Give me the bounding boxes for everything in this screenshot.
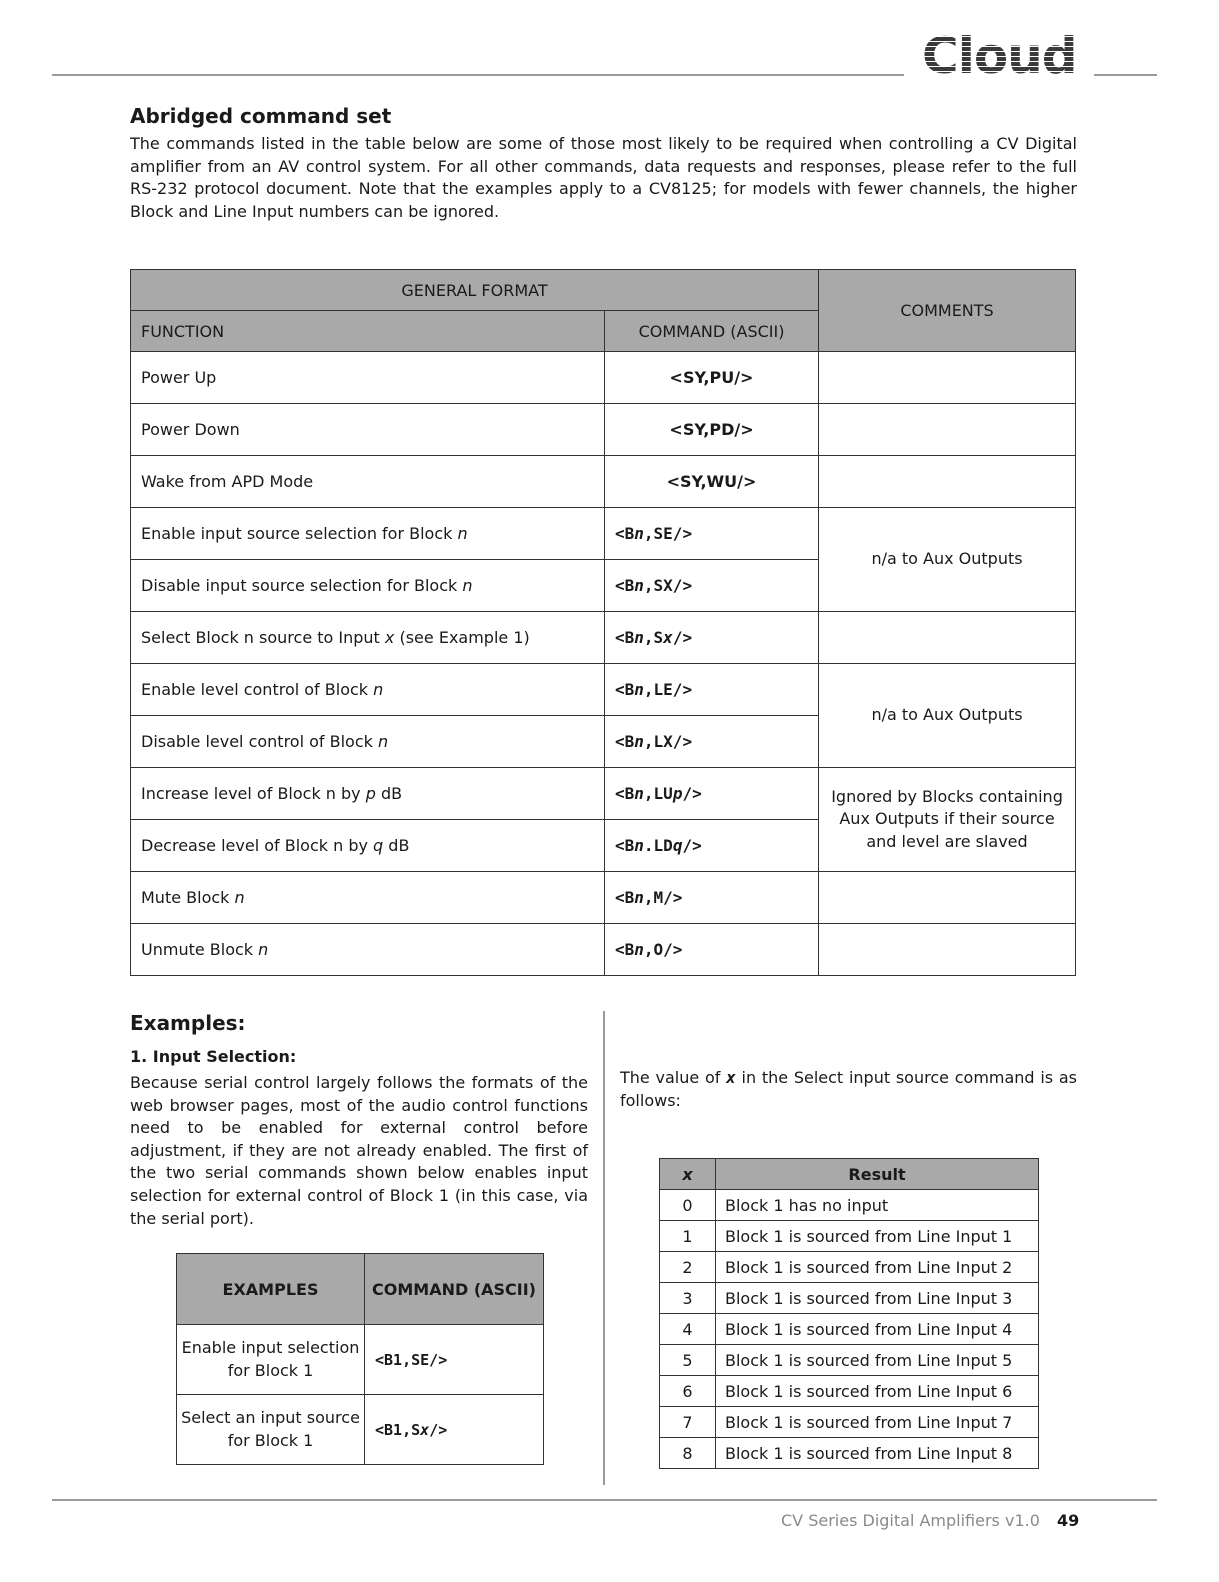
result-cell: Block 1 has no input	[716, 1190, 1039, 1221]
function-cell: Disable input source selection for Block n	[131, 560, 605, 612]
function-header: FUNCTION	[131, 311, 605, 352]
result-header: Result	[716, 1159, 1039, 1190]
command-cell: <SY,WU/>	[605, 456, 819, 508]
x-header: x	[660, 1159, 716, 1190]
comment-cell	[819, 456, 1076, 508]
x-cell: 4	[660, 1314, 716, 1345]
example-1-title: 1. Input Selection:	[130, 1047, 297, 1066]
table-row	[660, 1376, 1039, 1407]
examples-table	[176, 1253, 544, 1465]
command-cell: <SY,PD/>	[605, 404, 819, 456]
command-cell: <Bn,LE/>	[605, 664, 819, 716]
table-row	[131, 508, 1076, 560]
command-cell: <Bn,Sx/>	[605, 612, 819, 664]
table-row	[177, 1395, 544, 1465]
function-cell: Select Block n source to Input x (see Example 1)	[131, 612, 605, 664]
result-cell: Block 1 is sourced from Line Input 1	[716, 1221, 1039, 1252]
function-cell: Enable level control of Block n	[131, 664, 605, 716]
x-cell: 7	[660, 1407, 716, 1438]
table-row	[660, 1407, 1039, 1438]
x-cell: 1	[660, 1221, 716, 1252]
table-row	[660, 1190, 1039, 1221]
header-rule-left	[52, 74, 904, 76]
footer-title: CV Series Digital Amplifiers v1.0	[781, 1511, 1040, 1530]
function-cell: Power Up	[131, 352, 605, 404]
example-function-cell: Enable input selection for Block 1	[177, 1325, 365, 1395]
x-cell: 8	[660, 1438, 716, 1469]
table-row	[131, 768, 1076, 820]
table-row	[131, 404, 1076, 456]
example-command-cell: <B1,Sx/>	[365, 1395, 544, 1465]
examples-command-header: COMMAND (ASCII)	[365, 1254, 544, 1325]
command-cell: <Bn,O/>	[605, 924, 819, 976]
result-cell: Block 1 is sourced from Line Input 4	[716, 1314, 1039, 1345]
table-row	[131, 924, 1076, 976]
function-cell: Power Down	[131, 404, 605, 456]
command-cell: <Bn,LX/>	[605, 716, 819, 768]
x-values-table	[659, 1158, 1039, 1469]
x-cell: 0	[660, 1190, 716, 1221]
comment-cell	[819, 924, 1076, 976]
column-divider	[603, 1011, 605, 1485]
function-cell: Increase level of Block n by p dB	[131, 768, 605, 820]
table-row	[660, 1345, 1039, 1376]
x-cell: 3	[660, 1283, 716, 1314]
function-cell: Enable input source selection for Block n	[131, 508, 605, 560]
function-cell: Decrease level of Block n by q dB	[131, 820, 605, 872]
footer-rule	[52, 1499, 1157, 1501]
function-cell: Unmute Block n	[131, 924, 605, 976]
command-cell: <Bn.LDq/>	[605, 820, 819, 872]
result-cell: Block 1 is sourced from Line Input 7	[716, 1407, 1039, 1438]
comment-cell	[819, 612, 1076, 664]
intro-paragraph: The commands listed in the table below are some of those most likely to be required when controlling a CV Digital amplifier from an AV control system. For all other commands, data requests and responses, please refer to the full RS-232 protocol document. Note that the examples apply to a CV8125; for models with fewer channels, the higher Block and Line Input numbers can be ignored.	[130, 134, 1077, 221]
comment-cell: n/a to Aux Outputs	[819, 508, 1076, 612]
examples-header: EXAMPLES	[177, 1254, 365, 1325]
comments-header: COMMENTS	[819, 270, 1076, 352]
table-row	[660, 1438, 1039, 1469]
function-cell: Mute Block n	[131, 872, 605, 924]
x-cell: 2	[660, 1252, 716, 1283]
command-cell: <Bn,LUp/>	[605, 768, 819, 820]
result-cell: Block 1 is sourced from Line Input 6	[716, 1376, 1039, 1407]
example-function-cell: Select an input source for Block 1	[177, 1395, 365, 1465]
page-number: 49	[1057, 1511, 1080, 1530]
cloud-logo: Cloud	[922, 27, 1077, 85]
general-format-header: GENERAL FORMAT	[131, 270, 819, 311]
result-cell: Block 1 is sourced from Line Input 3	[716, 1283, 1039, 1314]
command-table	[130, 269, 1076, 976]
comment-cell	[819, 352, 1076, 404]
table-row	[660, 1252, 1039, 1283]
table-row	[660, 1283, 1039, 1314]
table-row	[131, 612, 1076, 664]
table-row	[131, 664, 1076, 716]
result-cell: Block 1 is sourced from Line Input 8	[716, 1438, 1039, 1469]
command-header: COMMAND (ASCII)	[605, 311, 819, 352]
command-cell: <Bn,SE/>	[605, 508, 819, 560]
examples-title: Examples:	[130, 1011, 246, 1035]
example-1-paragraph: Because serial control largely follows the formats of the web browser pages, most of the audio control functions need to be enabled for external control before adjustment, if they are not already enabled. The first of the two serial commands shown below enables input selection for external control of Block 1 (in this case, via the serial port).	[130, 1073, 588, 1228]
table-row	[660, 1314, 1039, 1345]
command-cell: <SY,PU/>	[605, 352, 819, 404]
command-cell: <Bn,SX/>	[605, 560, 819, 612]
comment-cell	[819, 872, 1076, 924]
result-cell: Block 1 is sourced from Line Input 2	[716, 1252, 1039, 1283]
x-cell: 5	[660, 1345, 716, 1376]
table-row	[177, 1325, 544, 1395]
section-title: Abridged command set	[130, 104, 392, 128]
command-cell: <Bn,M/>	[605, 872, 819, 924]
header-rule-right	[1094, 74, 1157, 76]
example-command-cell: <B1,SE/>	[365, 1325, 544, 1395]
table-row	[660, 1221, 1039, 1252]
comment-cell	[819, 404, 1076, 456]
x-cell: 6	[660, 1376, 716, 1407]
table-row	[131, 352, 1076, 404]
comment-cell: n/a to Aux Outputs	[819, 664, 1076, 768]
table-row	[131, 872, 1076, 924]
result-cell: Block 1 is sourced from Line Input 5	[716, 1345, 1039, 1376]
function-cell: Disable level control of Block n	[131, 716, 605, 768]
table-row	[131, 456, 1076, 508]
comment-cell: Ignored by Blocks containing Aux Outputs if their source and level are slaved	[819, 768, 1076, 872]
x-value-paragraph: The value of x in the Select input source command is as follows:	[620, 1068, 1077, 1110]
function-cell: Wake from APD Mode	[131, 456, 605, 508]
